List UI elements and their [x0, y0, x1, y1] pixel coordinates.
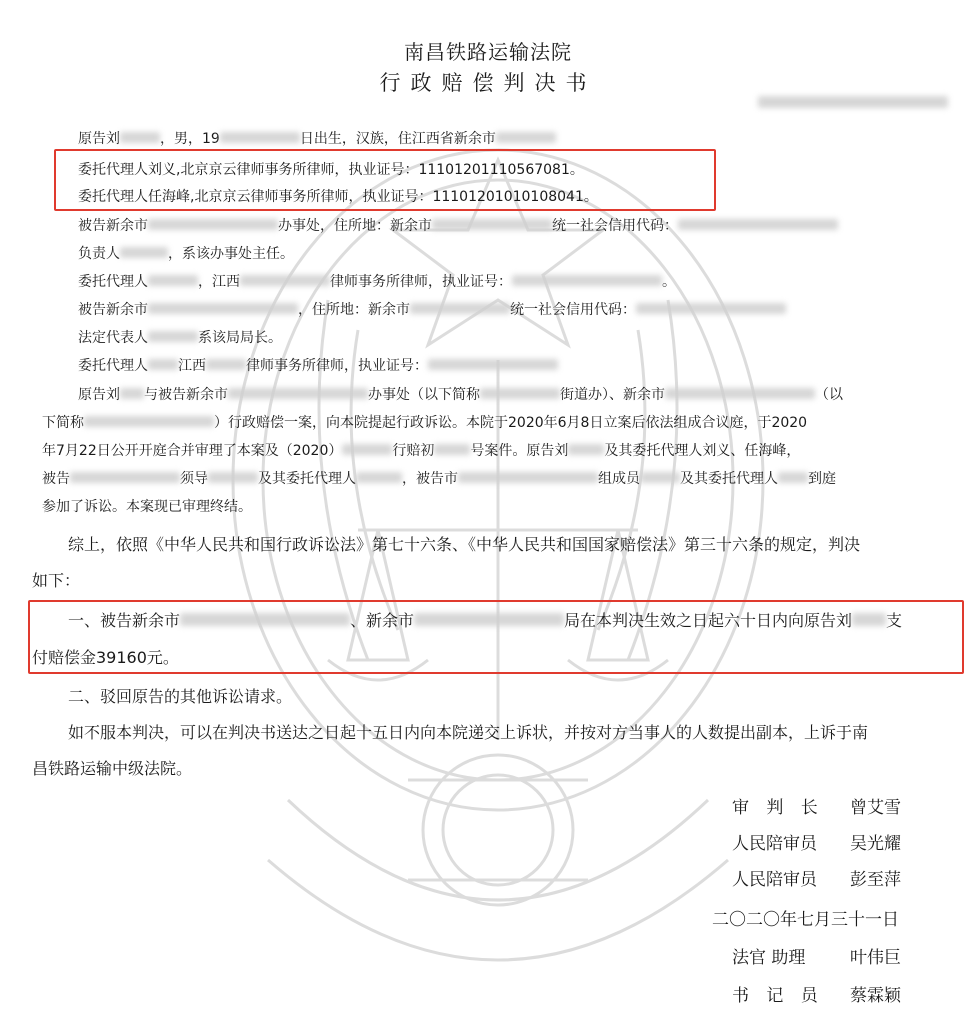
agent4-line: 委托代理人 江西 律师事务所律师，执业证号：	[78, 355, 558, 375]
agent-line-1: 委托代理人刘义,北京京云律师事务所律师，执业证号：11101201110567081。	[78, 162, 584, 178]
defendant2-line: 被告新余市 ，住所地：新余市 统一社会信用代码：	[78, 299, 786, 319]
document-title: 行政赔偿判决书	[379, 71, 597, 95]
juror2-name: 彭至萍	[850, 870, 901, 890]
juror2-title: 人民陪审员	[732, 870, 817, 890]
highlight-box-agents	[54, 149, 716, 211]
ruling-item-1-line-2: 付赔偿金39160元。	[32, 648, 179, 667]
juror1-title: 人民陪审员	[732, 834, 817, 854]
case-number-redacted	[758, 96, 948, 108]
clerk-title: 书 记 员	[732, 986, 824, 1006]
chief-judge-title: 审 判 长	[732, 798, 824, 818]
case-line-4: 被告 须导 及其委托代理人 ，被告市 组成员 及其委托代理人 到庭	[42, 471, 836, 487]
judgment-date: 二〇二〇年七月三十一日	[712, 910, 899, 930]
appeal-line-2: 昌铁路运输中级法院。	[32, 759, 193, 778]
clerk-name: 蔡霖颖	[850, 986, 901, 1006]
agent3-line: 委托代理人 ，江西 律师事务所律师，执业证号： 。	[78, 274, 676, 290]
court-emblem-watermark	[208, 100, 788, 1026]
court-name: 南昌铁路运输法院	[404, 40, 572, 64]
assistant-name: 叶伟巨	[850, 948, 901, 968]
ruling-item-1-line-1: 一、被告新余市 、新余市 局在本判决生效之日起六十日内向原告刘 支	[68, 611, 903, 630]
plaintiff-label: 原告刘	[78, 131, 120, 147]
ruling-item-2: 二、驳回原告的其他诉讼请求。	[68, 687, 293, 706]
appeal-line-1: 如不服本判决，可以在判决书送达之日起十五日内向本院递交上诉状，并按对方当事人的人数提出副本，上诉于南	[68, 723, 869, 742]
ruling-basis-line-2: 如下：	[32, 571, 81, 590]
case-line-2: 下简称 ）行政赔偿一案，向本院提起行政诉讼。本院于2020年6月8日立案后依法组成合议庭，于2020	[42, 415, 808, 431]
defendant1-line: 被告新余市 办事处，住所地：新余市 统一社会信用代码：	[78, 215, 838, 235]
case-line-1: 原告刘 与被告新余市 办事处（以下简称 街道办）、新余市 （以	[78, 387, 843, 403]
chief-judge-name: 曾艾雪	[850, 798, 901, 818]
juror1-name: 吴光耀	[850, 834, 901, 854]
case-line-5: 参加了诉讼。本案现已审理终结。	[42, 499, 252, 515]
agent-line-2: 委托代理人任海峰,北京京云律师事务所律师，执业证号：11101201010108041。	[78, 189, 598, 205]
plaintiff-line: 原告刘 ，男，19 日出生，汉族，住江西省新余市	[78, 128, 556, 148]
responsible-person-line: 负责人 ，系该办事处主任。	[78, 246, 294, 262]
case-line-3: 年7月22日公开开庭合并审理了本案及（2020） 行赔初 号案件。原告刘 及其委托代理人刘义、任海峰，	[42, 443, 801, 459]
assistant-title: 法官 助理	[732, 948, 806, 968]
legal-rep-line: 法定代表人 系该局局长。	[78, 330, 282, 346]
highlight-box-ruling	[28, 600, 964, 674]
ruling-basis-line-1: 综上，依照《中华人民共和国行政诉讼法》第七十六条、《中华人民共和国国家赔偿法》第三十六条的规定，判决	[68, 535, 861, 554]
